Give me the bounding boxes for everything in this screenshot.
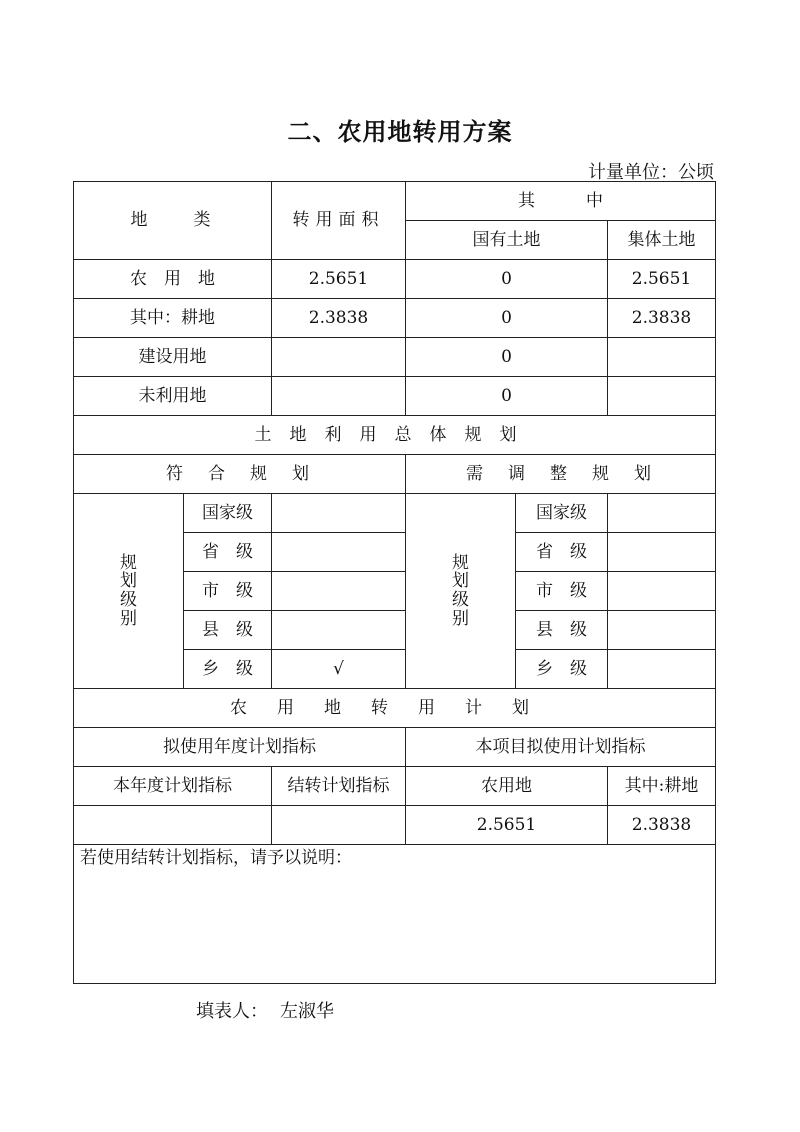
farmland-value: 2.5651 <box>406 806 608 845</box>
row-area <box>272 377 406 416</box>
row-collective <box>608 338 716 377</box>
adjust-mark <box>608 494 716 533</box>
row-area: 2.5651 <box>272 260 406 299</box>
row-label: 农 用 地 <box>74 260 272 299</box>
conform-mark: √ <box>272 650 406 689</box>
signer-name: 左淑华 <box>280 1001 334 1022</box>
row-label: 其中：耕地 <box>74 299 272 338</box>
header-converted-area: 转用面积 <box>272 182 406 260</box>
conform-mark <box>272 572 406 611</box>
annual-indicator-header: 拟使用年度计划指标 <box>74 728 406 767</box>
this-year-value <box>74 806 272 845</box>
header-land-type: 地 类 <box>74 182 272 260</box>
carryover-value <box>272 806 406 845</box>
conform-plan-header: 符 合 规 划 <box>74 455 406 494</box>
table-row <box>74 260 716 299</box>
adjust-mark <box>608 572 716 611</box>
conform-mark <box>272 533 406 572</box>
row-label: 建设用地 <box>74 338 272 377</box>
adjust-mark <box>608 611 716 650</box>
row-state: 0 <box>406 299 608 338</box>
header-state-land: 国有土地 <box>406 221 608 260</box>
planning-section-title: 土地利用总体规划 <box>74 416 716 455</box>
conform-mark <box>272 494 406 533</box>
signer-label: 填表人： <box>196 1001 268 1022</box>
level-township: 乡 级 <box>516 650 608 689</box>
adjust-plan-header: 需 调 整 规 划 <box>406 455 716 494</box>
row-state: 0 <box>406 260 608 299</box>
adjust-mark <box>608 650 716 689</box>
table-row <box>74 299 716 338</box>
adjust-mark <box>608 533 716 572</box>
row-collective: 2.5651 <box>608 260 716 299</box>
row-label: 未利用地 <box>74 377 272 416</box>
carryover-explanation <box>74 845 716 984</box>
arable-value: 2.3838 <box>608 806 716 845</box>
signer-line <box>196 997 346 1023</box>
conform-level-label: 规 划 级 别 <box>74 494 184 689</box>
level-province: 省 级 <box>516 533 608 572</box>
this-year-header: 本年度计划指标 <box>74 767 272 806</box>
row-collective <box>608 377 716 416</box>
project-indicator-header: 本项目拟使用计划指标 <box>406 728 716 767</box>
unit-label: 计量单位：公顷 <box>588 162 714 183</box>
level-national: 国家级 <box>184 494 272 533</box>
conversion-plan-table <box>73 181 716 984</box>
level-township: 乡 级 <box>184 650 272 689</box>
row-state: 0 <box>406 338 608 377</box>
table-row <box>74 377 716 416</box>
conversion-plan-section-title: 农用地转用计划 <box>74 689 716 728</box>
level-county: 县 级 <box>516 611 608 650</box>
conform-mark <box>272 611 406 650</box>
level-national: 国家级 <box>516 494 608 533</box>
arable-header: 其中:耕地 <box>608 767 716 806</box>
row-collective: 2.3838 <box>608 299 716 338</box>
note-label: 若使用结转计划指标，请予以说明： <box>80 848 352 868</box>
row-area <box>272 338 406 377</box>
level-province: 省 级 <box>184 533 272 572</box>
row-state: 0 <box>406 377 608 416</box>
farmland-header: 农用地 <box>406 767 608 806</box>
level-county: 县 级 <box>184 611 272 650</box>
level-city: 市 级 <box>516 572 608 611</box>
header-collective-land: 集体土地 <box>608 221 716 260</box>
carryover-header: 结转计划指标 <box>272 767 406 806</box>
table-row <box>74 338 716 377</box>
adjust-level-label: 规 划 级 别 <box>406 494 516 689</box>
page-title: 二、农用地转用方案 <box>287 118 513 146</box>
header-of-which: 其 中 <box>406 182 716 221</box>
row-area: 2.3838 <box>272 299 406 338</box>
level-city: 市 级 <box>184 572 272 611</box>
